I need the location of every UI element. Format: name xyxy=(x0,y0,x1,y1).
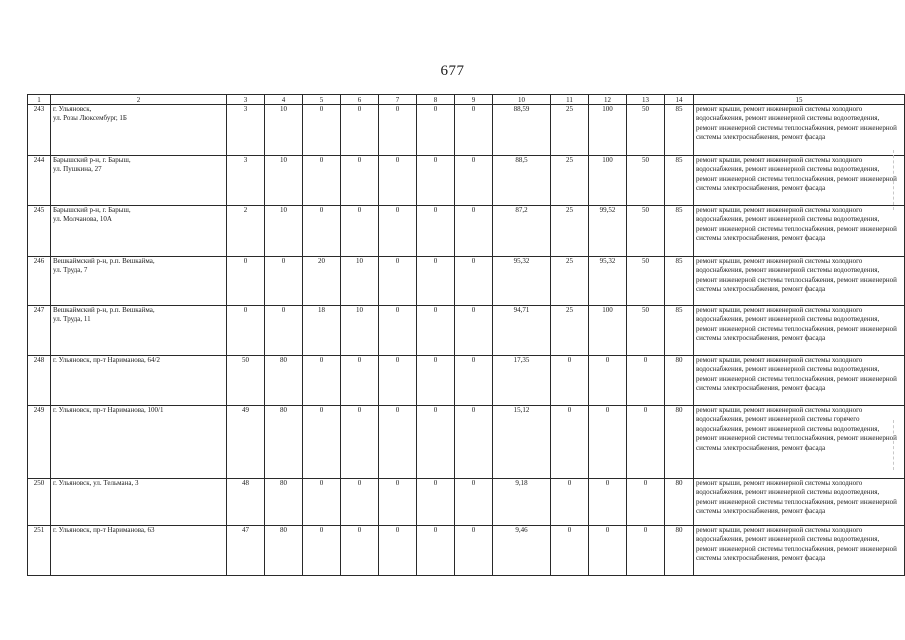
value-cell: 80 xyxy=(265,479,303,526)
works-list-cell: ремонт крыши, ремонт инженерной системы холодного водоснабжения, ремонт инженерной системы водоотведения, ремонт инженерной системы теплоснабжения, ремонт инженерной системы электроснабжения, ремонт фасада xyxy=(694,306,905,356)
value-cell: 85 xyxy=(665,306,694,356)
value-cell: 3 xyxy=(227,156,265,206)
column-header: 10 xyxy=(493,95,551,105)
value-cell: 0 xyxy=(417,105,455,156)
row-number-cell: 251 xyxy=(28,526,51,576)
column-header: 15 xyxy=(694,95,905,105)
value-cell: 25 xyxy=(551,156,589,206)
value-cell: 99,52 xyxy=(589,206,627,257)
column-header: 5 xyxy=(303,95,341,105)
value-cell: 49 xyxy=(227,406,265,479)
row-number-cell: 249 xyxy=(28,406,51,479)
value-cell: 0 xyxy=(379,105,417,156)
column-header: 6 xyxy=(341,95,379,105)
value-cell: 0 xyxy=(341,356,379,406)
value-cell: 95,32 xyxy=(493,257,551,306)
value-cell: 0 xyxy=(551,479,589,526)
table-row xyxy=(28,306,905,356)
page-number: 677 xyxy=(440,63,465,79)
value-cell: 88,5 xyxy=(493,156,551,206)
value-cell: 85 xyxy=(665,257,694,306)
works-list-cell: ремонт крыши, ремонт инженерной системы холодного водоснабжения, ремонт инженерной системы водоотведения, ремонт инженерной системы теплоснабжения, ремонт инженерной системы электроснабжения, ремонт фасада xyxy=(694,526,905,576)
value-cell: 0 xyxy=(341,406,379,479)
value-cell: 0 xyxy=(303,105,341,156)
value-cell: 0 xyxy=(455,356,493,406)
value-cell: 100 xyxy=(589,105,627,156)
value-cell: 87,2 xyxy=(493,206,551,257)
value-cell: 0 xyxy=(303,156,341,206)
value-cell: 25 xyxy=(551,306,589,356)
address-cell: г. Ульяновск, пр-т Нариманова, 64/2 xyxy=(51,356,227,406)
row-number-cell: 250 xyxy=(28,479,51,526)
value-cell: 9,46 xyxy=(493,526,551,576)
value-cell: 10 xyxy=(265,105,303,156)
value-cell: 0 xyxy=(589,356,627,406)
row-number-cell: 247 xyxy=(28,306,51,356)
column-header: 11 xyxy=(551,95,589,105)
value-cell: 0 xyxy=(551,356,589,406)
value-cell: 10 xyxy=(265,156,303,206)
value-cell: 0 xyxy=(379,526,417,576)
value-cell: 0 xyxy=(627,406,665,479)
value-cell: 80 xyxy=(665,356,694,406)
value-cell: 18 xyxy=(303,306,341,356)
value-cell: 0 xyxy=(455,156,493,206)
value-cell: 0 xyxy=(303,406,341,479)
value-cell: 0 xyxy=(589,526,627,576)
column-header: 8 xyxy=(417,95,455,105)
address-cell: г. Ульяновск, ул. Розы Люксембург, 1Б xyxy=(51,105,227,156)
value-cell: 50 xyxy=(627,257,665,306)
value-cell: 0 xyxy=(227,306,265,356)
table-row xyxy=(28,356,905,406)
value-cell: 10 xyxy=(341,306,379,356)
value-cell: 0 xyxy=(303,526,341,576)
address-cell: Вешкаймский р-н, р.п. Вешкайма, ул. Труда, 11 xyxy=(51,306,227,356)
table-row xyxy=(28,257,905,306)
repair-register-table xyxy=(27,94,905,576)
value-cell: 85 xyxy=(665,156,694,206)
value-cell: 0 xyxy=(455,526,493,576)
value-cell: 0 xyxy=(417,257,455,306)
value-cell: 0 xyxy=(455,206,493,257)
address-cell: Барышский р-н, г. Барыш, ул. Пушкина, 27 xyxy=(51,156,227,206)
value-cell: 80 xyxy=(665,479,694,526)
value-cell: 0 xyxy=(265,306,303,356)
value-cell: 0 xyxy=(379,306,417,356)
address-cell: г. Ульяновск, пр-т Нариманова, 63 xyxy=(51,526,227,576)
value-cell: 85 xyxy=(665,206,694,257)
value-cell: 25 xyxy=(551,257,589,306)
table-row xyxy=(28,105,905,156)
value-cell: 100 xyxy=(589,156,627,206)
value-cell: 0 xyxy=(265,257,303,306)
value-cell: 0 xyxy=(417,306,455,356)
value-cell: 0 xyxy=(417,406,455,479)
works-list-cell: ремонт крыши, ремонт инженерной системы холодного водоснабжения, ремонт инженерной системы водоотведения, ремонт инженерной системы теплоснабжения, ремонт инженерной системы электроснабжения, ремонт фасада xyxy=(694,257,905,306)
value-cell: 0 xyxy=(455,257,493,306)
address-cell: Барышский р-н, г. Барыш, ул. Молчанова, 10А xyxy=(51,206,227,257)
table-row xyxy=(28,156,905,206)
works-list-cell: ремонт крыши, ремонт инженерной системы холодного водоснабжения, ремонт инженерной системы водоотведения, ремонт инженерной системы теплоснабжения, ремонт инженерной системы электроснабжения, ремонт фасада xyxy=(694,479,905,526)
scan-edge-mark xyxy=(893,420,894,470)
value-cell: 80 xyxy=(665,406,694,479)
value-cell: 9,18 xyxy=(493,479,551,526)
value-cell: 3 xyxy=(227,105,265,156)
value-cell: 17,35 xyxy=(493,356,551,406)
column-header: 9 xyxy=(455,95,493,105)
value-cell: 0 xyxy=(379,479,417,526)
value-cell: 0 xyxy=(341,206,379,257)
column-header: 2 xyxy=(51,95,227,105)
value-cell: 0 xyxy=(455,479,493,526)
column-header: 14 xyxy=(665,95,694,105)
value-cell: 0 xyxy=(303,356,341,406)
value-cell: 50 xyxy=(227,356,265,406)
works-list-cell: ремонт крыши, ремонт инженерной системы холодного водоснабжения, ремонт инженерной системы водоотведения, ремонт инженерной системы теплоснабжения, ремонт инженерной системы электроснабжения, ремонт фасада xyxy=(694,356,905,406)
value-cell: 0 xyxy=(341,526,379,576)
value-cell: 80 xyxy=(265,356,303,406)
value-cell: 50 xyxy=(627,105,665,156)
value-cell: 0 xyxy=(417,479,455,526)
value-cell: 0 xyxy=(627,479,665,526)
value-cell: 0 xyxy=(341,156,379,206)
value-cell: 10 xyxy=(341,257,379,306)
value-cell: 0 xyxy=(379,257,417,306)
value-cell: 0 xyxy=(341,479,379,526)
table-row xyxy=(28,406,905,479)
row-number-cell: 244 xyxy=(28,156,51,206)
value-cell: 80 xyxy=(265,406,303,479)
value-cell: 0 xyxy=(589,479,627,526)
value-cell: 0 xyxy=(417,156,455,206)
value-cell: 50 xyxy=(627,156,665,206)
value-cell: 0 xyxy=(379,206,417,257)
works-list-cell: ремонт крыши, ремонт инженерной системы холодного водоснабжения, ремонт инженерной системы горячего водоснабжения, ремонт инженерной системы водоотведения, ремонт инженерной системы теплоснабжения, ремонт инженерной системы электроснабжения, ремонт фасада xyxy=(694,406,905,479)
scan-edge-mark xyxy=(893,150,894,210)
value-cell: 0 xyxy=(417,356,455,406)
value-cell: 100 xyxy=(589,306,627,356)
value-cell: 0 xyxy=(303,479,341,526)
value-cell: 94,71 xyxy=(493,306,551,356)
works-list-cell: ремонт крыши, ремонт инженерной системы холодного водоснабжения, ремонт инженерной системы водоотведения, ремонт инженерной системы теплоснабжения, ремонт инженерной системы электроснабжения, ремонт фасада xyxy=(694,206,905,257)
value-cell: 0 xyxy=(627,526,665,576)
works-list-cell: ремонт крыши, ремонт инженерной системы холодного водоснабжения, ремонт инженерной системы водоотведения, ремонт инженерной системы теплоснабжения, ремонт инженерной системы электроснабжения, ремонт фасада xyxy=(694,105,905,156)
value-cell: 10 xyxy=(265,206,303,257)
value-cell: 0 xyxy=(455,105,493,156)
works-list-cell: ремонт крыши, ремонт инженерной системы холодного водоснабжения, ремонт инженерной системы водоотведения, ремонт инженерной системы теплоснабжения, ремонт инженерной системы электроснабжения, ремонт фасада xyxy=(694,156,905,206)
address-cell: г. Ульяновск, ул. Тельмана, 3 xyxy=(51,479,227,526)
value-cell: 0 xyxy=(227,257,265,306)
value-cell: 25 xyxy=(551,105,589,156)
value-cell: 0 xyxy=(417,526,455,576)
value-cell: 0 xyxy=(589,406,627,479)
column-header: 4 xyxy=(265,95,303,105)
column-number-row xyxy=(28,95,905,105)
value-cell: 0 xyxy=(379,406,417,479)
column-header: 13 xyxy=(627,95,665,105)
table-row xyxy=(28,206,905,257)
value-cell: 0 xyxy=(303,206,341,257)
value-cell: 88,59 xyxy=(493,105,551,156)
value-cell: 0 xyxy=(455,406,493,479)
table-row xyxy=(28,526,905,576)
value-cell: 0 xyxy=(379,156,417,206)
value-cell: 0 xyxy=(627,356,665,406)
value-cell: 50 xyxy=(627,306,665,356)
value-cell: 80 xyxy=(665,526,694,576)
value-cell: 2 xyxy=(227,206,265,257)
value-cell: 95,32 xyxy=(589,257,627,306)
value-cell: 0 xyxy=(341,105,379,156)
column-header: 12 xyxy=(589,95,627,105)
value-cell: 20 xyxy=(303,257,341,306)
row-number-cell: 245 xyxy=(28,206,51,257)
row-number-cell: 246 xyxy=(28,257,51,306)
address-cell: г. Ульяновск, пр-т Нариманова, 100/1 xyxy=(51,406,227,479)
column-header: 1 xyxy=(28,95,51,105)
value-cell: 15,12 xyxy=(493,406,551,479)
value-cell: 48 xyxy=(227,479,265,526)
value-cell: 50 xyxy=(627,206,665,257)
value-cell: 80 xyxy=(265,526,303,576)
value-cell: 25 xyxy=(551,206,589,257)
column-header: 7 xyxy=(379,95,417,105)
row-number-cell: 243 xyxy=(28,105,51,156)
row-number-cell: 248 xyxy=(28,356,51,406)
value-cell: 0 xyxy=(551,526,589,576)
value-cell: 0 xyxy=(455,306,493,356)
column-header: 3 xyxy=(227,95,265,105)
value-cell: 85 xyxy=(665,105,694,156)
table-row xyxy=(28,479,905,526)
table-body xyxy=(28,95,905,576)
value-cell: 0 xyxy=(417,206,455,257)
value-cell: 47 xyxy=(227,526,265,576)
address-cell: Вешкаймский р-н, р.п. Вешкайма, ул. Труда, 7 xyxy=(51,257,227,306)
value-cell: 0 xyxy=(379,356,417,406)
value-cell: 0 xyxy=(551,406,589,479)
